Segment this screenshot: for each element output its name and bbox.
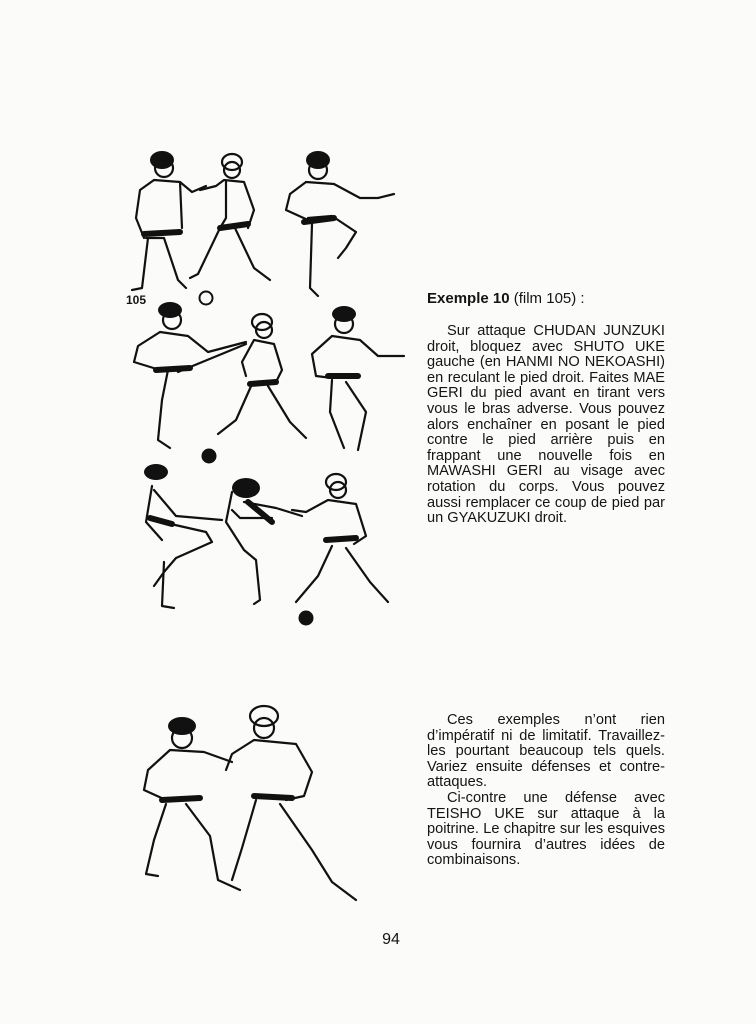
example-description [427,324,665,527]
karate-teisho-uke-defense [136,700,372,916]
filled-circle-marker [296,608,316,628]
example-title: Exemple 10 [427,290,510,307]
notes-block [427,713,665,869]
karateka-figure [144,464,222,608]
karateka-figure [226,706,356,900]
karateka-figure [132,151,206,290]
example-body: Sur attaque CHUDAN JUNZUKI droit, bloquez avec SHUTO UKE gauche (en HANMI NO NEKOASHI) en reculant le pied droit. Faites MAE GERI du pied avant en tirant vers vous le bras adverse. Vous pouvez alors enchaîner en posant le pied contre le pied arrière puis en frappant une nouvelle fois en MAWASHI GERI au visage avec rotation du corps. Vous pouvez aussi remplacer ce coup de pied par un GYAKUZUKI droit. [427,323,665,527]
karateka-figure [312,306,404,450]
karate-sequence-row-2 [126,300,416,470]
film-reference: (film 105) : [513,290,585,307]
example-heading [427,290,585,307]
karateka-figure [218,314,306,438]
notes-paragraph-2: Ci-contre une défense avec TEISHO UKE sur attaque à la poitrine. Le chapitre sur les esquives vous fournira d’autres idées de combinaisons. [427,789,665,869]
figure-number: 105 [126,293,147,307]
karateka-figure [292,474,388,602]
karateka-figure [144,717,240,890]
karate-sequence-row-3 [136,462,406,612]
karateka-figure [190,154,270,280]
notes-paragraph-1: Ces exemples n’ont rien d’impératif ni de limitatif. Travaillez-les pourtant beaucoup tels quels. Variez ensuite défenses et contre-attaques. [427,712,665,791]
karateka-figure [286,151,394,296]
page-number: 94 [382,931,400,948]
karate-sequence-row-1 [120,148,410,308]
karateka-figure [226,478,302,604]
